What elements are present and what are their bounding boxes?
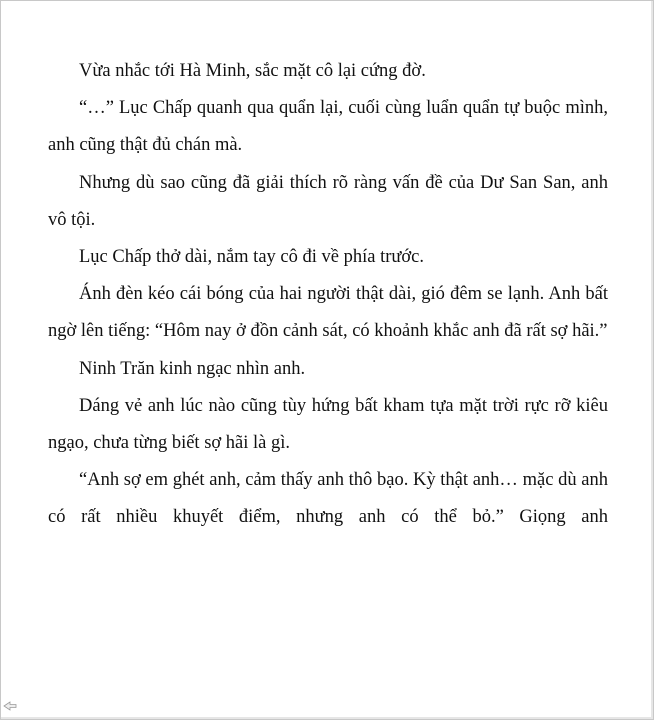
- paragraph-4: Lục Chấp thở dài, nắm tay cô đi về phía trước.: [79, 247, 425, 268]
- paragraph-5: Ánh đèn kéo cái bóng của hai người thật dài, gió đêm se lạnh. Anh bất ngờ lên tiếng: “Hôm nay ở đồn cảnh sát, có khoảnh khắc anh đã rất sợ hãi.”: [48, 284, 608, 342]
- paragraph-7: Dáng vẻ anh lúc nào cũng tùy hứng bất kham tựa mặt trời rực rỡ kiêu ngạo, chưa từng biết sợ hãi là gì.: [48, 395, 608, 454]
- paragraph-2: “…” Lục Chấp quanh qua quẩn lại, cuối cùng luẩn quẩn tự buộc mình, anh cũng thật đủ chán mà.: [48, 98, 608, 156]
- paragraph-6: Ninh Trăn kinh ngạc nhìn anh.: [79, 358, 306, 379]
- paragraph-8: “Anh sợ em ghét anh, cảm thấy anh thô bạo. Kỳ thật anh… mặc dù anh có rất nhiều khuyết điểm, nhưng anh có thể bỏ.” Giọng anh: [48, 470, 608, 528]
- document-body: [48, 53, 608, 537]
- paragraph-1: Vừa nhắc tới Hà Minh, sắc mặt cô lại cứng đờ.: [79, 61, 426, 81]
- paragraph-3: Nhưng dù sao cũng đã giải thích rõ ràng vấn đề của Dư San San, anh vô tội.: [48, 172, 608, 230]
- resize-arrow-icon[interactable]: [3, 698, 17, 708]
